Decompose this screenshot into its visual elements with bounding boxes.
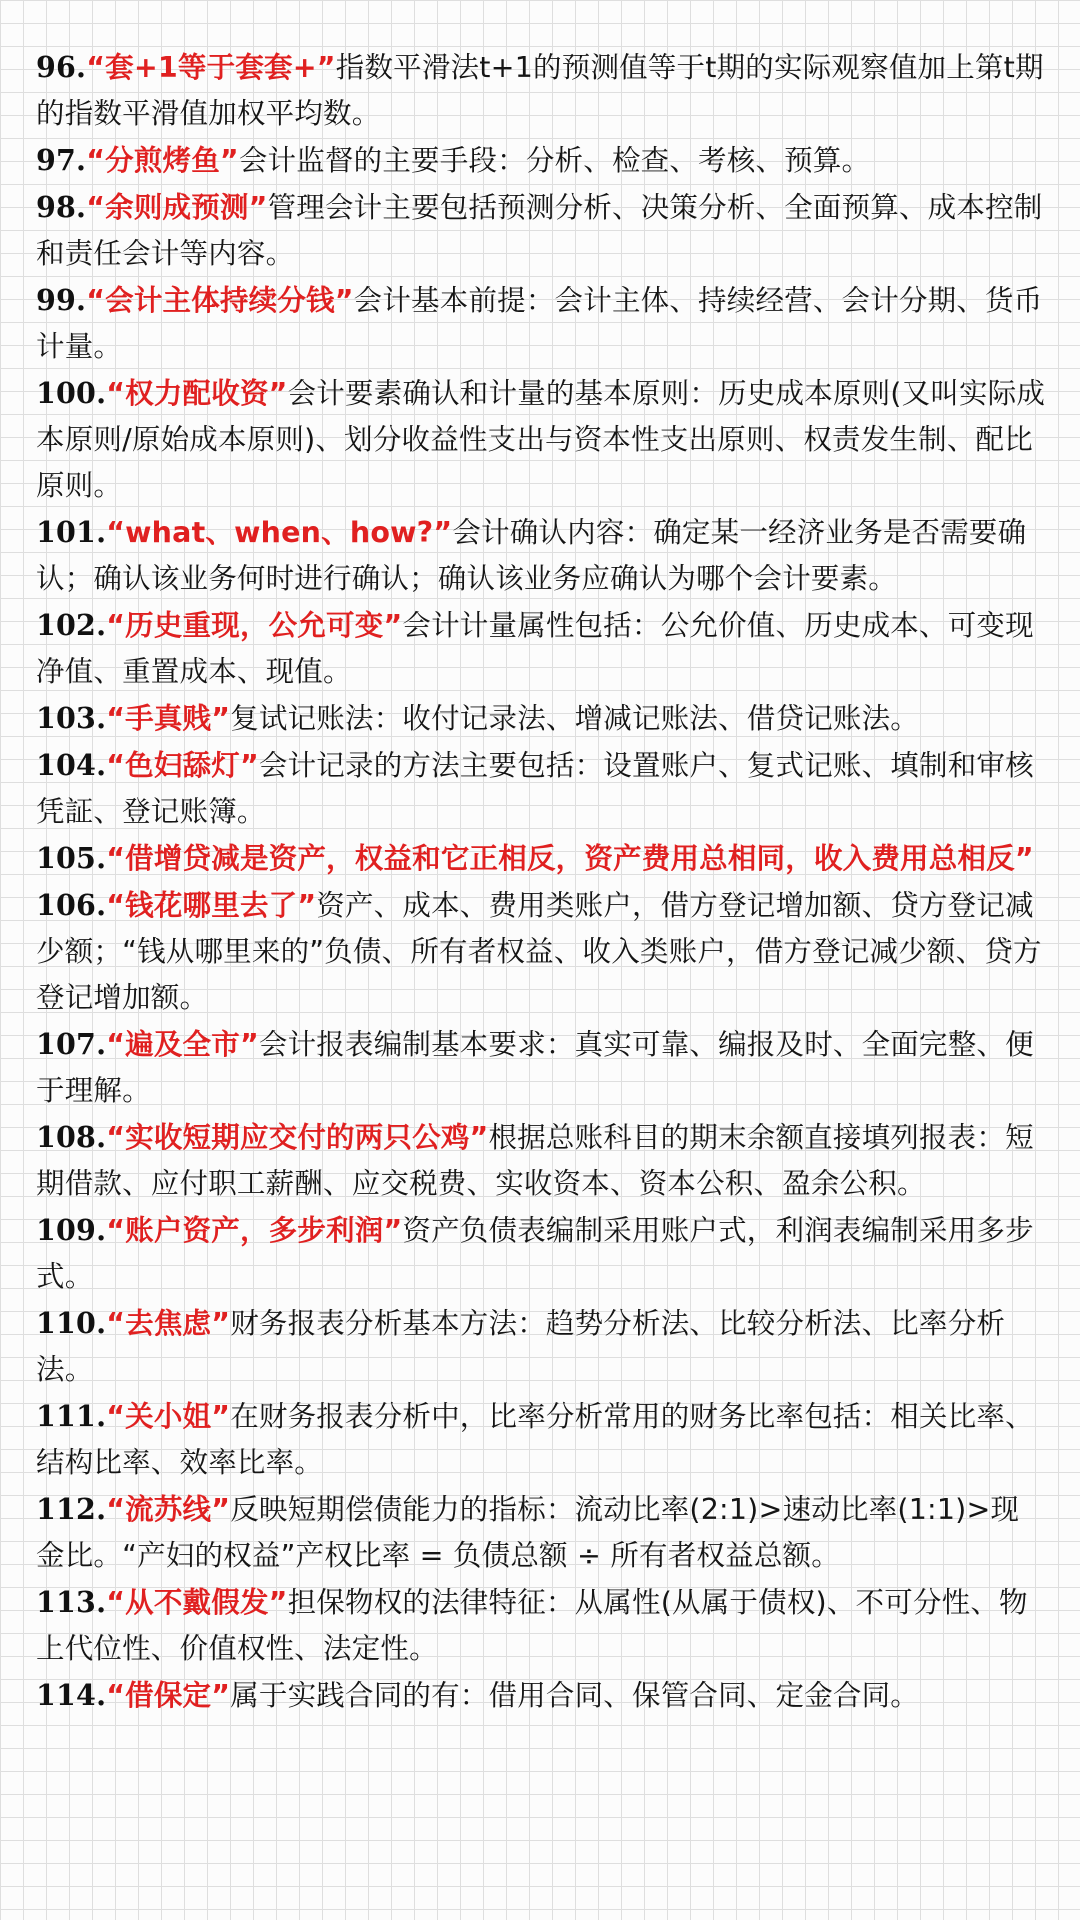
notes-list [36,44,1046,1719]
note-mnemonic: “历史重现，公允可变” [106,609,403,642]
note-number: 114. [36,1678,107,1712]
note-number: 105. [36,841,107,875]
note-text: 会计报表编制基本要求：真实可靠、编报及时、全面完整、便于理解。 [36,1028,1034,1107]
note-number: 108. [36,1120,107,1154]
note-text: 资产负债表编制采用账户式，利润表编制采用多步式。 [36,1214,1034,1293]
note-number: 103. [36,701,107,735]
note-mnemonic: “钱花哪里去了” [106,889,317,922]
note-item [36,1114,1046,1207]
note-number: 97. [36,143,87,177]
note-item [36,1672,1046,1719]
note-text: 会计监督的主要手段：分析、检查、考核、预算。 [238,144,871,177]
note-number: 100. [36,376,107,410]
note-number: 112. [36,1492,107,1526]
note-number: 110. [36,1306,107,1340]
note-mnemonic: “实收短期应交付的两只公鸡” [106,1121,489,1154]
note-number: 106. [36,888,107,922]
note-number: 99. [36,283,87,317]
note-mnemonic: “会计主体持续分钱” [86,284,354,317]
note-number: 102. [36,608,107,642]
note-item [36,695,1046,742]
note-text: 指数平滑法t+1的预测值等于t期的实际观察值加上第t期的指数平滑值加权平均数。 [36,51,1044,130]
note-text: 资产、成本、费用类账户，借方登记增加额、贷方登记减少额；“钱从哪里来的”负债、所有者权益、收入类账户，借方登记减少额、贷方登记增加额。 [36,889,1042,1014]
note-mnemonic: “借增贷减是资产，权益和它正相反，资产费用总相同，收入费用总相反” [106,842,1034,875]
note-item [36,882,1046,1021]
note-item [36,44,1046,137]
note-item [36,1579,1046,1672]
note-text: 会计确认内容：确定某一经济业务是否需要确认；确认该业务何时进行确认；确认该业务应确认为哪个会计要素。 [36,516,1027,595]
note-item [36,742,1046,835]
note-number: 109. [36,1213,107,1247]
note-mnemonic: “流苏线” [106,1493,231,1526]
note-mnemonic: “借保定” [106,1679,231,1712]
note-number: 107. [36,1027,107,1061]
note-mnemonic: “色妇舔灯” [106,749,259,782]
note-text: 管理会计主要包括预测分析、决策分析、全面预算、成本控制和责任会计等内容。 [36,191,1043,270]
note-mnemonic: “手真贱” [106,702,231,735]
note-text: 会计要素确认和计量的基本原则：历史成本原则(又叫实际成本原则/原始成本原则)、划分收益性支出与资本性支出原则、权责发生制、配比原则。 [36,377,1046,502]
note-mnemonic: “分煎烤鱼” [86,144,239,177]
note-text: 属于实践合同的有：借用合同、保管合同、定金合同。 [230,1679,919,1712]
note-mnemonic: “从不戴假发” [106,1586,288,1619]
note-item [36,602,1046,695]
note-mnemonic: “账户资产，多步利润” [106,1214,403,1247]
note-number: 98. [36,190,87,224]
note-item [36,370,1046,509]
note-text: 根据总账科目的期末余额直接填列报表：短期借款、应付职工薪酬、应交税费、实收资本、资本公积、盈余公积。 [36,1121,1034,1200]
note-number: 101. [36,515,107,549]
note-number: 104. [36,748,107,782]
note-item [36,137,1046,184]
note-text: 会计基本前提：会计主体、持续经营、会计分期、货币计量。 [36,284,1043,363]
note-text: 反映短期偿债能力的指标：流动比率(2:1)>速动比率(1:1)>现金比。“产妇的权益”产权比率 = 负债总额 ÷ 所有者权益总额。 [36,1493,1020,1572]
note-text: 复试记账法：收付记录法、增减记账法、借贷记账法。 [230,702,919,735]
note-item [36,1207,1046,1300]
note-number: 96. [36,50,87,84]
note-mnemonic: “遍及全市” [106,1028,259,1061]
note-item [36,184,1046,277]
note-item [36,835,1046,882]
note-mnemonic: “套+1等于套套+” [86,51,336,84]
note-text: 担保物权的法律特征：从属性(从属于债权)、不可分性、物上代位性、价值权性、法定性。 [36,1586,1028,1665]
note-mnemonic: “关小姐” [106,1400,231,1433]
note-number: 113. [36,1585,107,1619]
note-mnemonic: “余则成预测” [86,191,268,224]
note-mnemonic: “去焦虑” [106,1307,231,1340]
note-text: 在财务报表分析中，比率分析常用的财务比率包括：相关比率、结构比率、效率比率。 [36,1400,1034,1479]
note-text: 会计记录的方法主要包括：设置账户、复式记账、填制和审核凭証、登记账簿。 [36,749,1034,828]
note-item [36,1393,1046,1486]
note-mnemonic: “what、when、how?” [106,516,453,549]
note-text: 财务报表分析基本方法：趋势分析法、比较分析法、比率分析法。 [36,1307,1006,1386]
note-item [36,1021,1046,1114]
note-item [36,509,1046,602]
note-item [36,1300,1046,1393]
note-item [36,277,1046,370]
note-mnemonic: “权力配收资” [106,377,288,410]
note-item [36,1486,1046,1579]
note-number: 111. [36,1399,107,1433]
note-text: 会计计量属性包括：公允价值、历史成本、可变现净值、重置成本、现值。 [36,609,1034,688]
